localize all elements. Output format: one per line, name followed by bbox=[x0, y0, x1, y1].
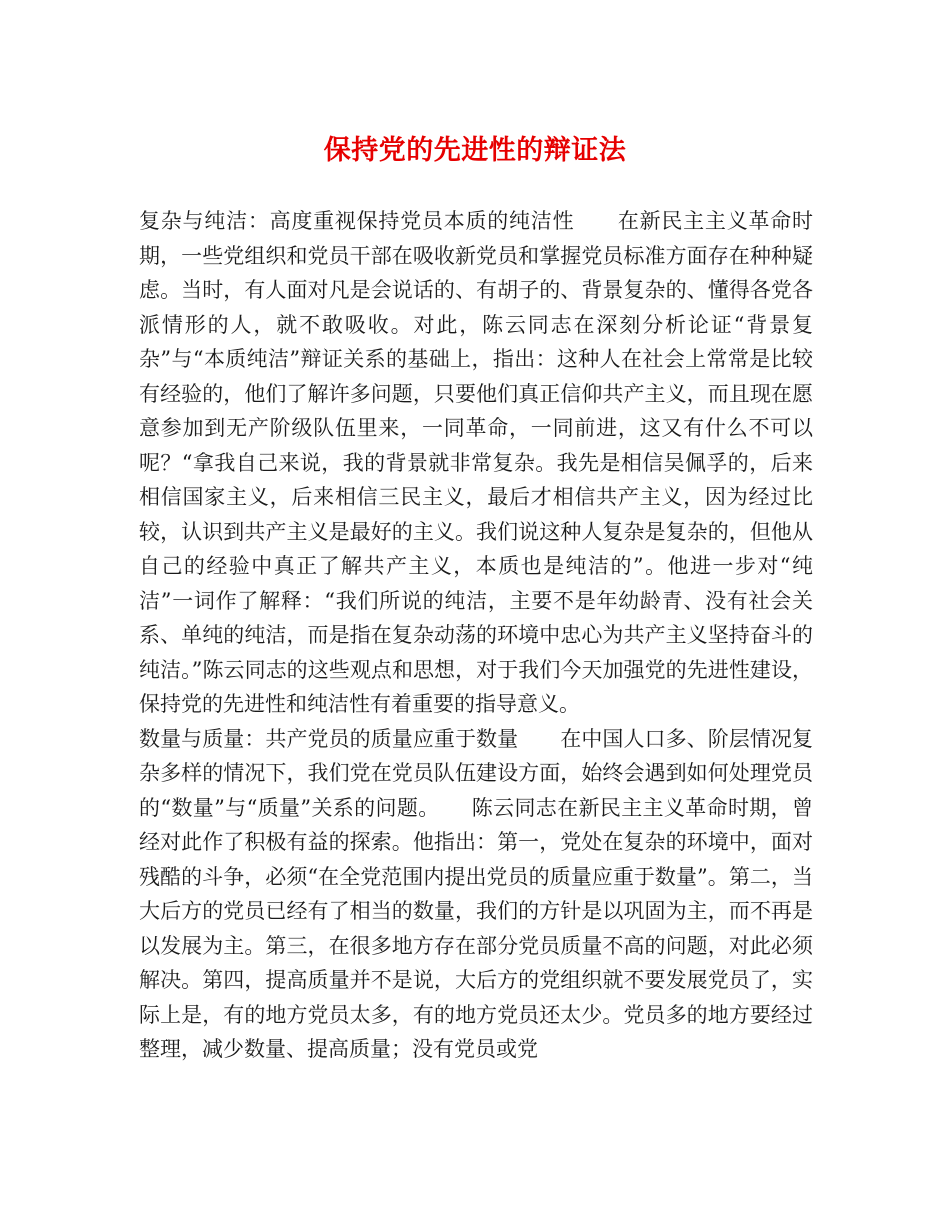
paragraph: 数量与质量：共产党员的质量应重于数量 在中国人口多、阶层情况复杂多样的情况下，我们党在党员队伍建设方面，始终会遇到如何处理党员的“数量”与“质量”关系的问题。 陈云同志在新民主主义革命时期，曾经对此作了积极有益的探索。他指出：第一，党处在复杂的环境中，面对残酷的斗争，必须“在全党范围内提出党员的质量应重于数量”。第二，当大后方的党员已经有了相当的数量，我们的方针是以巩固为主，而不再是以发展为主。第三，在很多地方存在部分党员质量不高的问题，对此必须解决。第四，提高质量并不是说，大后方的党组织就不要发展党员了，实际上是，有的地方党员太多，有的地方党员还太少。党员多的地方要经过整理，减少数量、提高质量；没有党员或党 bbox=[139, 726, 813, 1061]
page-title: 保持党的先进性的辩证法 bbox=[323, 135, 627, 166]
document-body bbox=[139, 204, 813, 1067]
paragraph: 复杂与纯洁：高度重视保持党员本质的纯洁性 在新民主主义革命时期，一些党组织和党员干部在吸收新党员和掌握党员标准方面存在种种疑虑。当时，有人面对凡是会说话的、有胡子的、背景复杂的、懂得各党各派情形的人，就不敢吸收。对此，陈云同志在深刻分析论证“背景复杂”与“本质纯洁”辩证关系的基础上，指出：这种人在社会上常常是比较有经验的，他们了解许多问题，只要他们真正信仰共产主义，而且现在愿意参加到无产阶级队伍里来，一同革命，一同前进，这又有什么不可以呢？“拿我自己来说，我的背景就非常复杂。我先是相信吴佩孚的，后来相信国家主义，后来相信三民主义，最后才相信共产主义，因为经过比较，认识到共产主义是最好的主义。我们说这种人复杂是复杂的，但他从自己的经验中真正了解共产主义，本质也是纯洁的”。他进一步对“纯洁”一词作了解释：“我们所说的纯洁，主要不是年幼龄青、没有社会关系、单纯的纯洁，而是指在复杂动荡的环境中忠心为共产主义坚持奋斗的纯洁。”陈云同志的这些观点和思想，对于我们今天加强党的先进性建设，保持党的先进性和纯洁性有着重要的指导意义。 bbox=[139, 209, 813, 716]
